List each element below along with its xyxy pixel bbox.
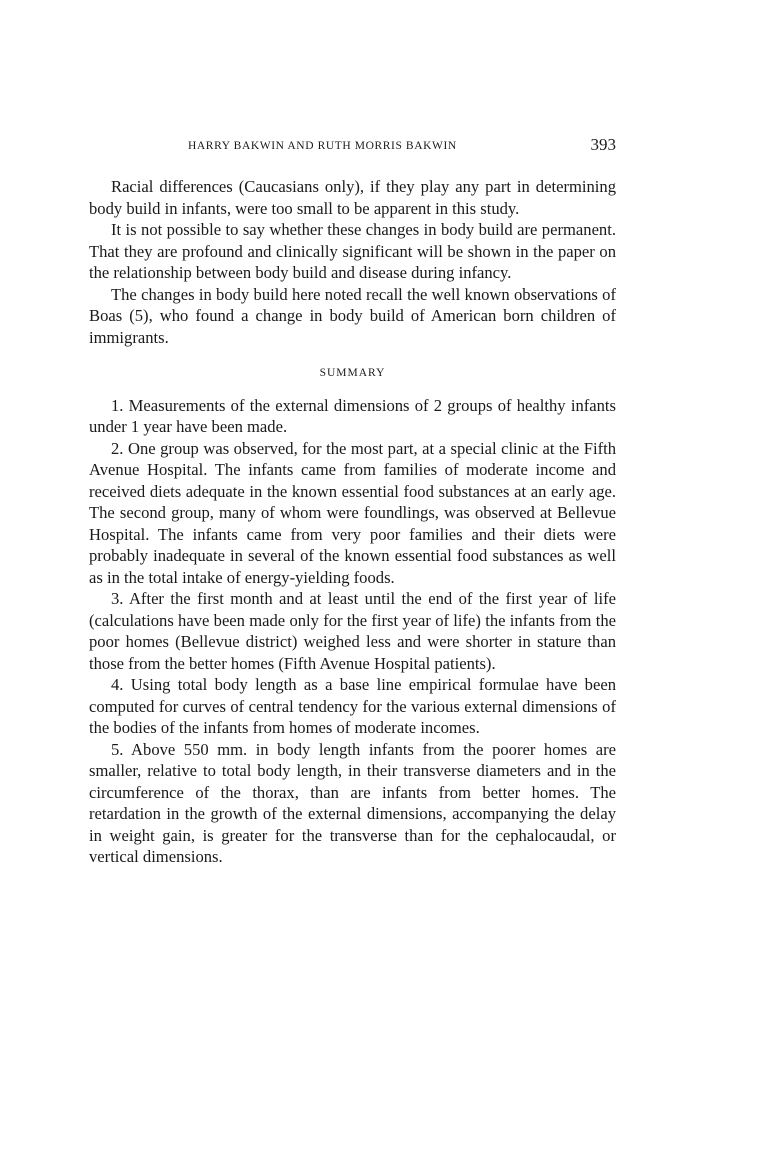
page-number: 393 xyxy=(590,135,616,154)
paragraph-permanence: It is not possible to say whether these changes in body build are permanent. That they are profound and clinically significant will be shown in the paper on the relationship between body build and disease during infancy. xyxy=(89,220,616,282)
running-title: HARRY BAKWIN AND RUTH MORRIS BAKWIN xyxy=(188,140,457,152)
body-text xyxy=(89,176,616,868)
paragraph-racial-differences: Racial differences (Caucasians only), if they play any part in determining body build in infants, were too small to be apparent in this study. xyxy=(89,177,616,218)
paragraph-boas-observations: The changes in body build here noted recall the well known observations of Boas (5), who found a change in body build of American born children of immigrants. xyxy=(89,284,616,347)
summary-item: 3. After the first month and at least until the end of the first year of life (calculations have been made only for the first year of life) the infants from the poor homes (Bellevue district) weighed less and were shorter in stature than those from the better homes (Fifth Avenue Hospital patients). xyxy=(89,589,616,673)
summary-item: 2. One group was observed, for the most part, at a special clinic at the Fifth Avenue Hospital. The infants came from families of moderate income and received diets adequate in the known essential food substances at an early age. The second group, many of whom were foundlings, was observed at Bellevue Hospital. The infants came from very poor families and their diets were probably inadequate in several of the known essential food substances as well as in the total intake of energy-yielding foods. xyxy=(89,438,616,587)
summary-heading: SUMMARY xyxy=(319,367,386,379)
summary-item: 5. Above 550 mm. in body length infants from the poorer homes are smaller, relative to total body length, in their transverse diameters and in the circumference of the thorax, than are infants from better homes. The retardation in the growth of the external dimensions, accompanying the delay in weight gain, is greater for the transverse than for the cephalocaudal, or vertical dimensions. xyxy=(89,739,616,866)
summary-item: 4. Using total body length as a base line empirical formulae have been computed for curves of central tendency for the various external dimensions of the bodies of the infants from homes of moderate incomes. xyxy=(89,675,616,737)
running-header xyxy=(89,137,616,159)
summary-item: 1. Measurements of the external dimensions of 2 groups of healthy infants under 1 year have been made. xyxy=(89,395,616,436)
